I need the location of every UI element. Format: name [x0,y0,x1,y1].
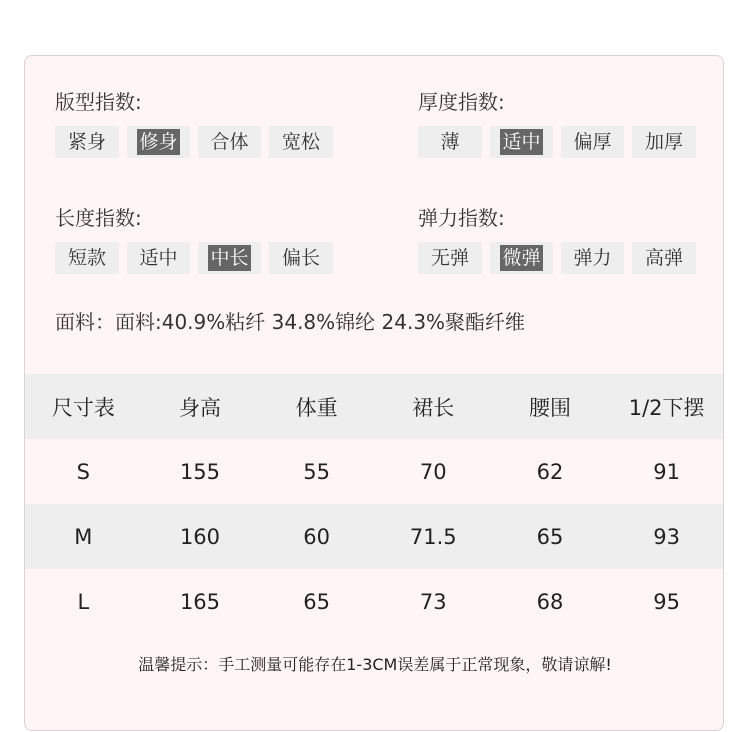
table-cell: 155 [179,459,221,484]
stretch-index-group [418,204,704,274]
table-cell: M [74,524,93,549]
thickness-index-group [418,88,704,158]
table-cell: 95 [653,589,680,614]
table-cell: 68 [536,589,564,614]
size-table [25,374,724,634]
thickness-option-thin: 薄 [418,126,482,158]
table-row [25,504,724,569]
measurement-note: 温馨提示：手工测量可能存在1-3CM误差属于正常现象，敬请谅解! [138,655,612,674]
fit-option-loose: 宽松 [269,126,333,158]
length-index-group [55,204,341,274]
table-cell: 91 [653,459,680,484]
table-cell: 93 [653,524,680,549]
length-index-title: 长度指数: [55,206,142,230]
stretch-option-high: 高弹 [632,242,696,274]
header-cell: 身高 [178,395,221,420]
fit-option-regular: 合体 [198,126,261,158]
header-cell: 尺寸表 [51,395,115,420]
fit-option-tight: 紧身 [55,126,119,158]
header-cell: 腰围 [528,395,571,420]
stretch-option-stretch: 弹力 [561,242,624,274]
table-row [25,569,724,634]
size-info-card [24,55,724,731]
table-cell: 65 [303,589,330,614]
fit-index-group [55,88,341,158]
thickness-option-medium: 适中 [490,126,553,158]
table-cell: L [77,589,90,614]
table-cell: 73 [419,589,447,614]
length-option-medium: 适中 [127,242,190,274]
header-cell: 裙长 [412,395,455,420]
table-cell: S [76,459,90,484]
length-option-mid-long: 中长 [198,242,261,274]
thickness-option-extra-thick: 加厚 [632,126,696,158]
table-cell: 160 [179,524,221,549]
fit-index-title: 版型指数: [55,90,142,114]
stretch-option-slight: 微弹 [490,242,553,274]
stretch-index-title: 弹力指数: [418,206,505,230]
table-row [25,439,724,504]
size-table-header [25,374,724,439]
table-cell: 62 [536,459,564,484]
header-cell: 1/2下摆 [628,395,705,420]
table-cell: 65 [536,524,564,549]
header-cell: 体重 [295,395,338,420]
stretch-option-none: 无弹 [418,242,482,274]
table-cell: 55 [303,459,330,484]
fabric-composition: 面料：面料:40.9%粘纤 34.8%锦纶 24.3%聚酯纤维 [55,310,526,334]
thickness-option-thick: 偏厚 [561,126,624,158]
length-option-short: 短款 [55,242,119,274]
fit-option-slim: 修身 [127,126,190,158]
length-option-long: 偏长 [269,242,333,274]
table-cell: 70 [419,459,447,484]
table-cell: 71.5 [409,524,457,549]
table-cell: 60 [303,524,330,549]
table-cell: 165 [179,589,221,614]
thickness-index-title: 厚度指数: [418,90,505,114]
